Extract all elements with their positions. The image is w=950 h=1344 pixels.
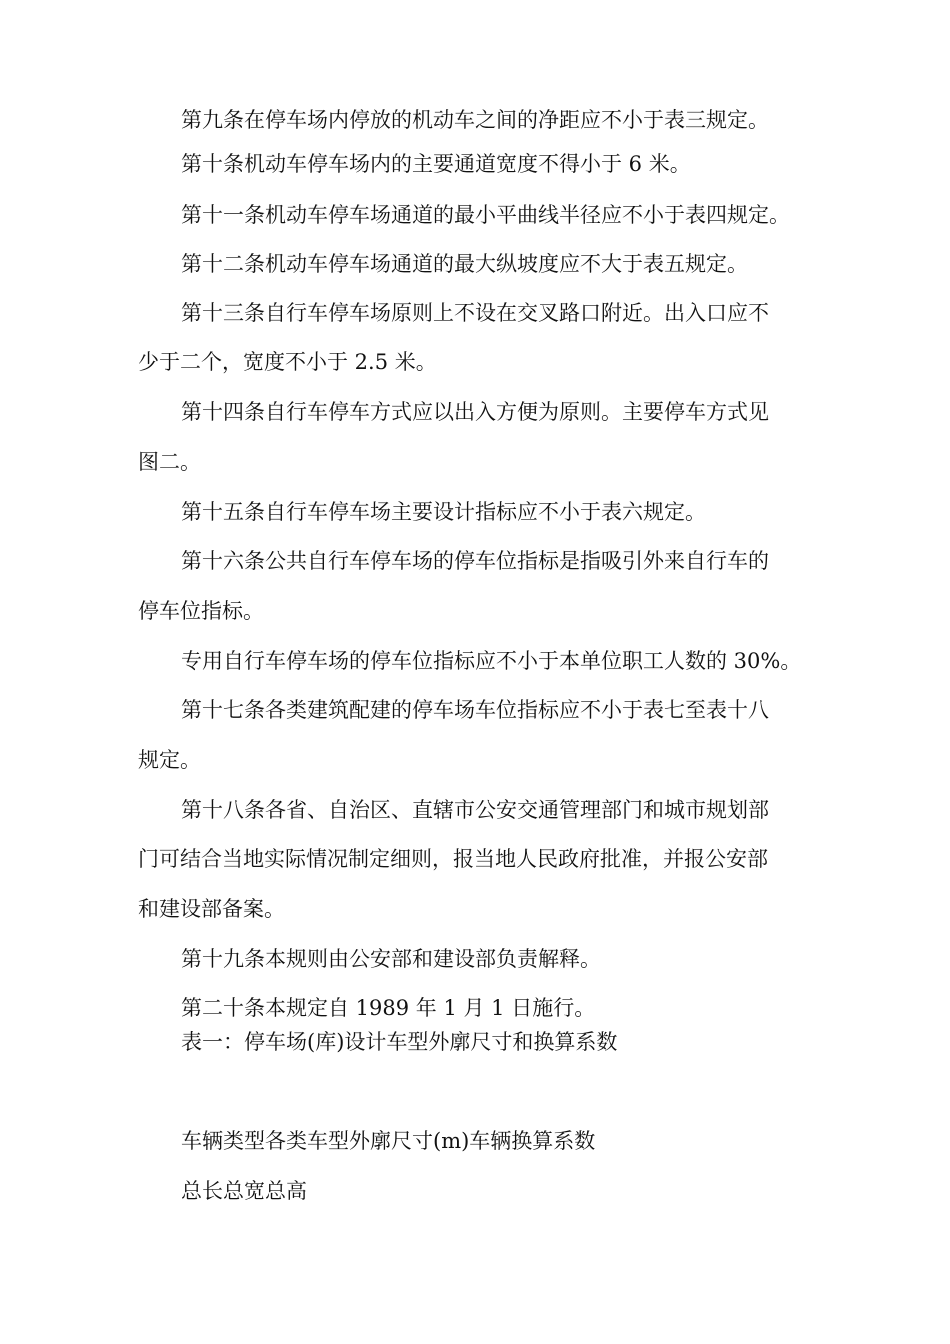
- article-12: 第十二条机动车停车场通道的最大纵坡度应不大于表五规定。: [181, 252, 748, 276]
- article-17-line-2: 规定。: [138, 748, 201, 772]
- article-20: 第二十条本规定自 1989 年 1 月 1 日施行。: [181, 996, 596, 1020]
- article-13-line-2: 少于二个，宽度不小于 2.5 米。: [138, 350, 437, 374]
- article-16-line-2: 停车位指标。: [138, 599, 264, 623]
- article-18-line-3: 和建设部备案。: [138, 897, 285, 921]
- article-10: 第十条机动车停车场内的主要通道宽度不得小于 6 米。: [181, 152, 691, 176]
- article-11: 第十一条机动车停车场通道的最小平曲线半径应不小于表四规定。: [181, 203, 790, 227]
- article-13-line-1: 第十三条自行车停车场原则上不设在交叉路口附近。出入口应不: [181, 301, 769, 325]
- article-17-line-1: 第十七条各类建筑配建的停车场车位指标应不小于表七至表十八: [181, 698, 769, 722]
- table-1-caption: 表一：停车场(库)设计车型外廓尺寸和换算系数: [181, 1030, 618, 1054]
- article-18-line-1: 第十八条各省、自治区、直辖市公安交通管理部门和城市规划部: [181, 798, 769, 822]
- article-14-line-1: 第十四条自行车停车方式应以出入方便为原则。主要停车方式见: [181, 400, 769, 424]
- article-19: 第十九条本规则由公安部和建设部负责解释。: [181, 947, 601, 971]
- dedicated-parking-clause: 专用自行车停车场的停车位指标应不小于本单位职工人数的 30%。: [181, 649, 802, 673]
- table-header-row-1: 车辆类型各类车型外廓尺寸(m)车辆换算系数: [181, 1129, 596, 1153]
- article-18-line-2: 门可结合当地实际情况制定细则，报当地人民政府批准，并报公安部: [138, 847, 768, 871]
- article-14-line-2: 图二。: [138, 450, 201, 474]
- article-16-line-1: 第十六条公共自行车停车场的停车位指标是指吸引外来自行车的: [181, 549, 769, 573]
- table-header-row-2: 总长总宽总高: [181, 1179, 307, 1203]
- article-15: 第十五条自行车停车场主要设计指标应不小于表六规定。: [181, 500, 706, 524]
- article-9: 第九条在停车场内停放的机动车之间的净距应不小于表三规定。: [181, 108, 769, 132]
